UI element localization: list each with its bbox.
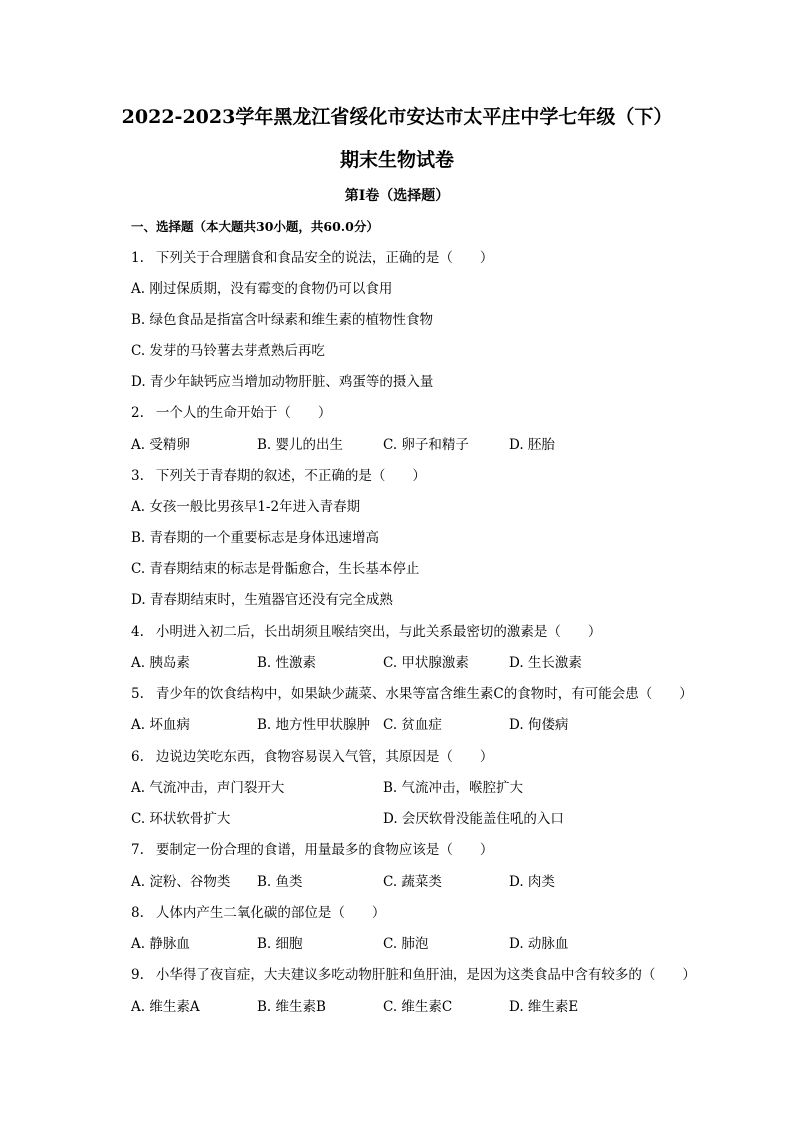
question-text: 下列关于合理膳食和食品安全的说法，正确的是（ ）: [155, 250, 494, 266]
q9-option-c: C. 维生素C: [383, 999, 453, 1015]
q8-option-d: D. 动脉血: [509, 936, 569, 952]
q7-option-a: A. 淀粉、谷物类: [131, 874, 231, 890]
q3-option-b: B. 青春期的一个重要标志是身体迅速增高: [131, 530, 380, 546]
q8-option-a: A. 静脉血: [131, 936, 190, 952]
q1-option-d: D. 青少年缺钙应当增加动物肝脏、鸡蛋等的摄入量: [131, 374, 434, 390]
q4-option-c: C. 甲状腺激素: [383, 655, 469, 671]
question-number: 9.: [131, 967, 144, 983]
q6-option-a: A. 气流冲击，声门裂开大: [131, 780, 285, 796]
question-text: 小华得了夜盲症，大夫建议多吃动物肝脏和鱼肝油，是因为这类食品中含有较多的（ ）: [155, 967, 696, 983]
question-8: [131, 903, 385, 923]
part-title: 第I卷（选择题）: [344, 188, 450, 204]
question-number: 8.: [131, 905, 144, 921]
question-4: [131, 622, 601, 642]
question-9: [131, 965, 696, 985]
exam-title-line-1: 2022-2023学年黑龙江省绥化市安达市太平庄中学七年级（下）: [121, 106, 673, 128]
question-text: 一个人的生命开始于（ ）: [155, 405, 332, 421]
question-3: [131, 466, 426, 486]
question-number: 3.: [131, 468, 144, 484]
q1-option-b: B. 绿色食品是指富含叶绿素和维生素的植物性食物: [131, 312, 434, 328]
q6-option-c: C. 环状软骨扩大: [131, 811, 231, 827]
q1-option-c: C. 发芽的马铃薯去芽煮熟后再吃: [131, 343, 325, 359]
question-text: 边说边笑吃东西，食物容易误入气管，其原因是（ ）: [155, 749, 494, 765]
question-7: [131, 840, 493, 860]
q9-option-b: B. 维生素B: [257, 999, 326, 1015]
question-text: 小明进入初二后，长出胡须且喉结突出，与此关系最密切的激素是（ ）: [155, 624, 602, 640]
q8-option-b: B. 细胞: [257, 936, 303, 952]
question-number: 1.: [131, 250, 144, 266]
q6-option-d: D. 会厌软骨没能盖住吼的入口: [383, 811, 564, 827]
question-1: [131, 248, 493, 268]
q2-option-d: D. 胚胎: [509, 437, 555, 453]
question-5: [131, 684, 693, 704]
q9-option-d: D. 维生素E: [509, 999, 579, 1015]
question-number: 6.: [131, 749, 144, 765]
question-number: 4.: [131, 624, 144, 640]
q4-option-b: B. 性激素: [257, 655, 317, 671]
question-text: 青少年的饮食结构中，如果缺少蔬菜、水果等富含维生素C的食物时，有可能会患（ ）: [155, 686, 693, 702]
q5-option-d: D. 佝偻病: [509, 717, 569, 733]
q7-option-b: B. 鱼类: [257, 874, 303, 890]
question-6: [131, 747, 493, 767]
q5-option-a: A. 坏血病: [131, 717, 190, 733]
q2-option-b: B. 婴儿的出生: [257, 437, 344, 453]
q3-option-d: D. 青春期结束时，生殖器官还没有完全成熟: [131, 592, 393, 608]
q5-option-b: B. 地方性甲状腺肿: [257, 717, 371, 733]
q8-option-c: C. 肺泡: [383, 936, 429, 952]
q1-option-a: A. 刚过保质期，没有霉变的食物仍可以食用: [131, 281, 393, 297]
question-2: [131, 403, 331, 423]
question-number: 7.: [131, 842, 144, 858]
q2-option-c: C. 卵子和精子: [383, 437, 469, 453]
question-number: 5.: [131, 686, 144, 702]
q4-option-d: D. 生长激素: [509, 655, 582, 671]
question-text: 人体内产生二氧化碳的部位是（ ）: [155, 905, 386, 921]
q2-option-a: A. 受精卵: [131, 437, 190, 453]
q5-option-c: C. 贫血症: [383, 717, 442, 733]
q3-option-c: C. 青春期结束的标志是骨骺愈合，生长基本停止: [131, 561, 420, 577]
q3-option-a: A. 女孩一般比男孩早1-2年进入青春期: [131, 499, 361, 515]
question-number: 2.: [131, 405, 144, 421]
q7-option-d: D. 肉类: [509, 874, 555, 890]
section-title: 一、选择题（本大题共30小题，共60.0分）: [131, 219, 379, 234]
exam-title-line-2: 期末生物试卷: [339, 149, 454, 171]
q9-option-a: A. 维生素A: [131, 999, 200, 1015]
q6-option-b: B. 气流冲击，喉腔扩大: [383, 780, 524, 796]
q4-option-a: A. 胰岛素: [131, 655, 190, 671]
question-text: 下列关于青春期的叙述，不正确的是（ ）: [155, 468, 426, 484]
question-text: 要制定一份合理的食谱，用量最多的食物应该是（ ）: [155, 842, 494, 858]
q7-option-c: C. 蔬菜类: [383, 874, 442, 890]
